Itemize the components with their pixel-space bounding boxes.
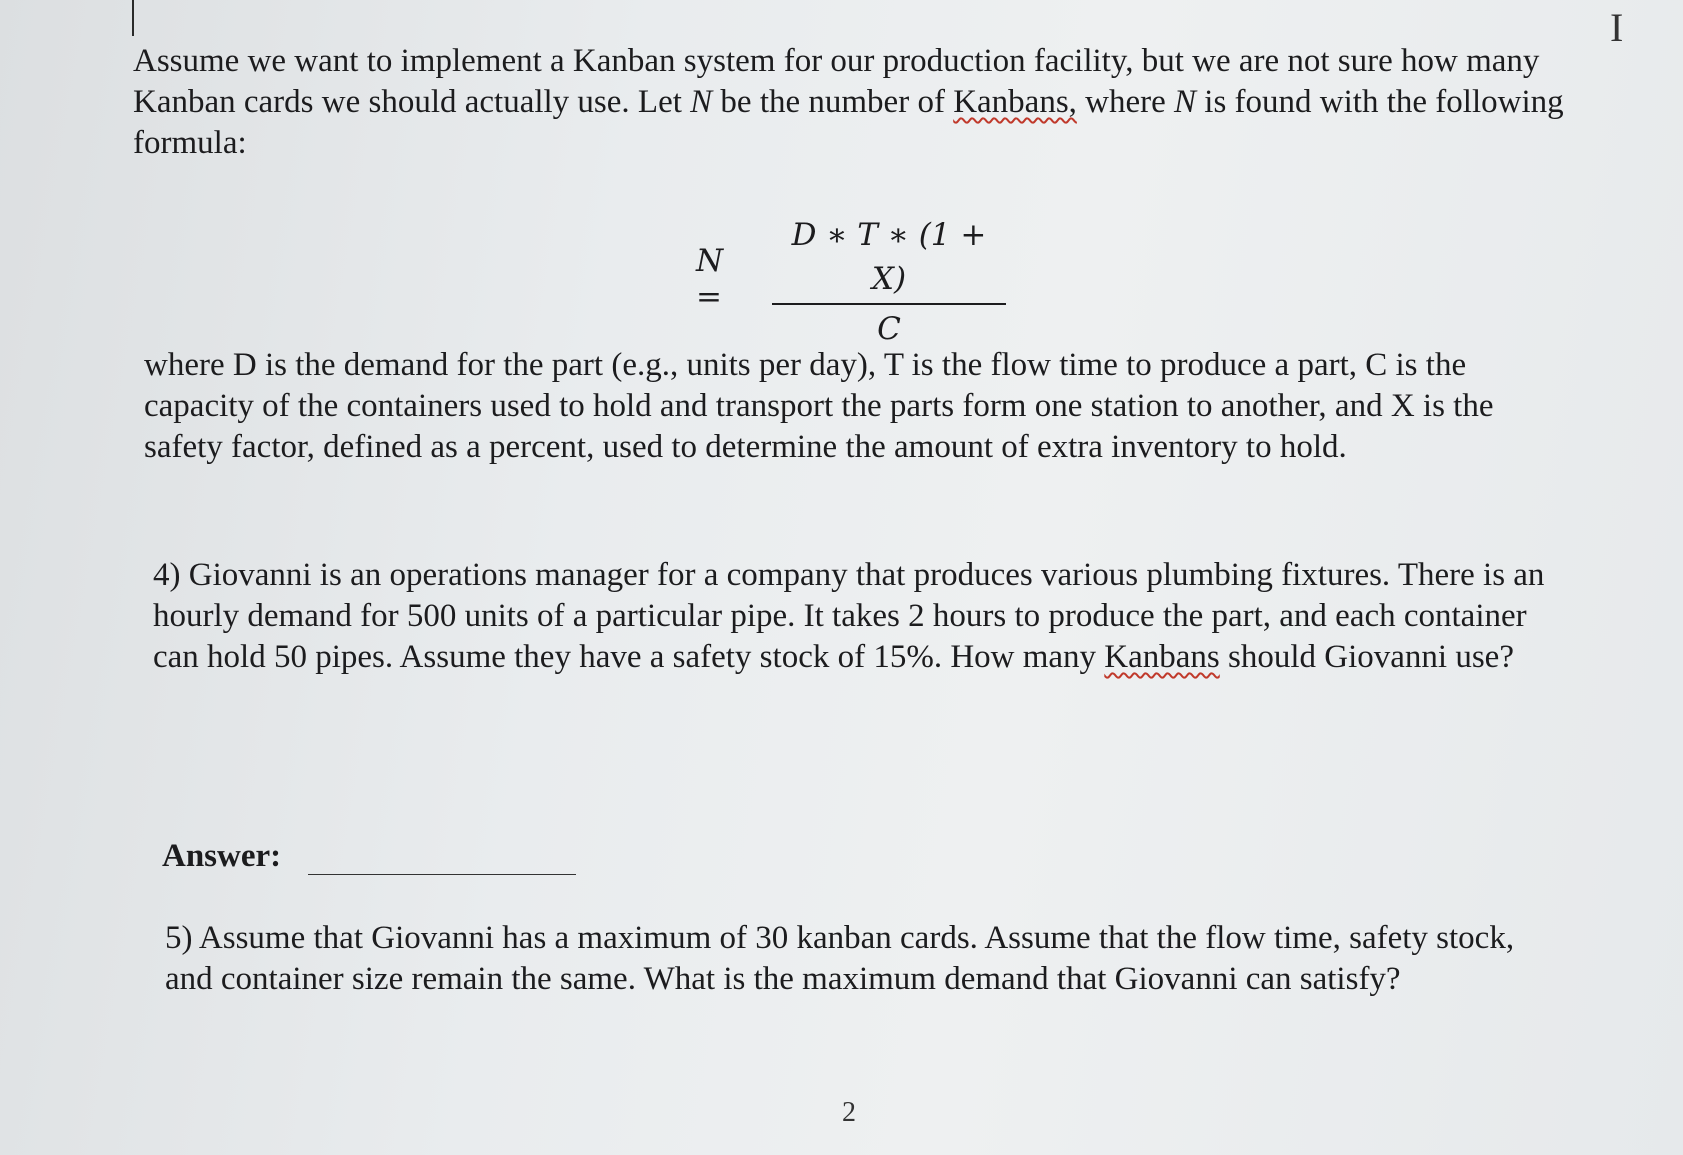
intro-text-where: where — [1076, 84, 1175, 120]
misspelled-word[interactable]: Kanbans — [1104, 639, 1220, 675]
intro-text: Assume we want to implement a Kanban system for our production facility, but we are not sure how many Kanban cards we should actually use. Let — [133, 43, 1540, 120]
question-4[interactable] — [153, 555, 1553, 678]
intro-text-mid: be the number of — [712, 84, 954, 120]
question-4-text: 4) Giovanni is an operations manager for a company that produces various plumbing fixtures. There is an hourly demand for 500 units of a particular pipe. It takes 2 hours to produce the part, and each container can hold 50 pipes. Assume they have a safety stock of 15%. How many — [153, 557, 1545, 675]
variable-n: N — [690, 84, 713, 120]
formula-fraction — [772, 213, 1006, 349]
intro-text-end: is found with the following formula: — [133, 84, 1564, 161]
formula-denominator: C — [877, 311, 901, 347]
intro-paragraph[interactable] — [133, 41, 1613, 164]
fraction-bar — [772, 303, 1006, 305]
formula-lhs: N = — [696, 243, 724, 315]
answer-label: Answer: — [162, 838, 282, 874]
page-number: 2 — [842, 1097, 856, 1128]
misspelled-word[interactable]: Kanbans, — [953, 84, 1077, 120]
question-5[interactable]: 5) Assume that Giovanni has a maximum of 30 kanban cards. Assume that the flow time, safety stock, and container size remain the same. What is the maximum demand that Giovanni can satisfy? — [165, 920, 1515, 997]
answer-blank-line[interactable] — [308, 874, 576, 875]
question-4-text-end: should Giovanni use? — [1219, 639, 1514, 675]
text-cursor — [132, 0, 134, 36]
formula-numerator: D ∗ T ∗ (1 + X) — [791, 217, 987, 297]
ibeam-cursor-icon: I — [1610, 5, 1624, 50]
definitions-paragraph[interactable]: where D is the demand for the part (e.g., units per day), T is the flow time to produce a part, C is the capacity of the containers used to hold and transport the parts form one station to another, and X is the safety factor, defined as a percent, used to determine the amount of extra inventory to hold. — [144, 347, 1494, 465]
variable-n: N — [1174, 84, 1197, 120]
